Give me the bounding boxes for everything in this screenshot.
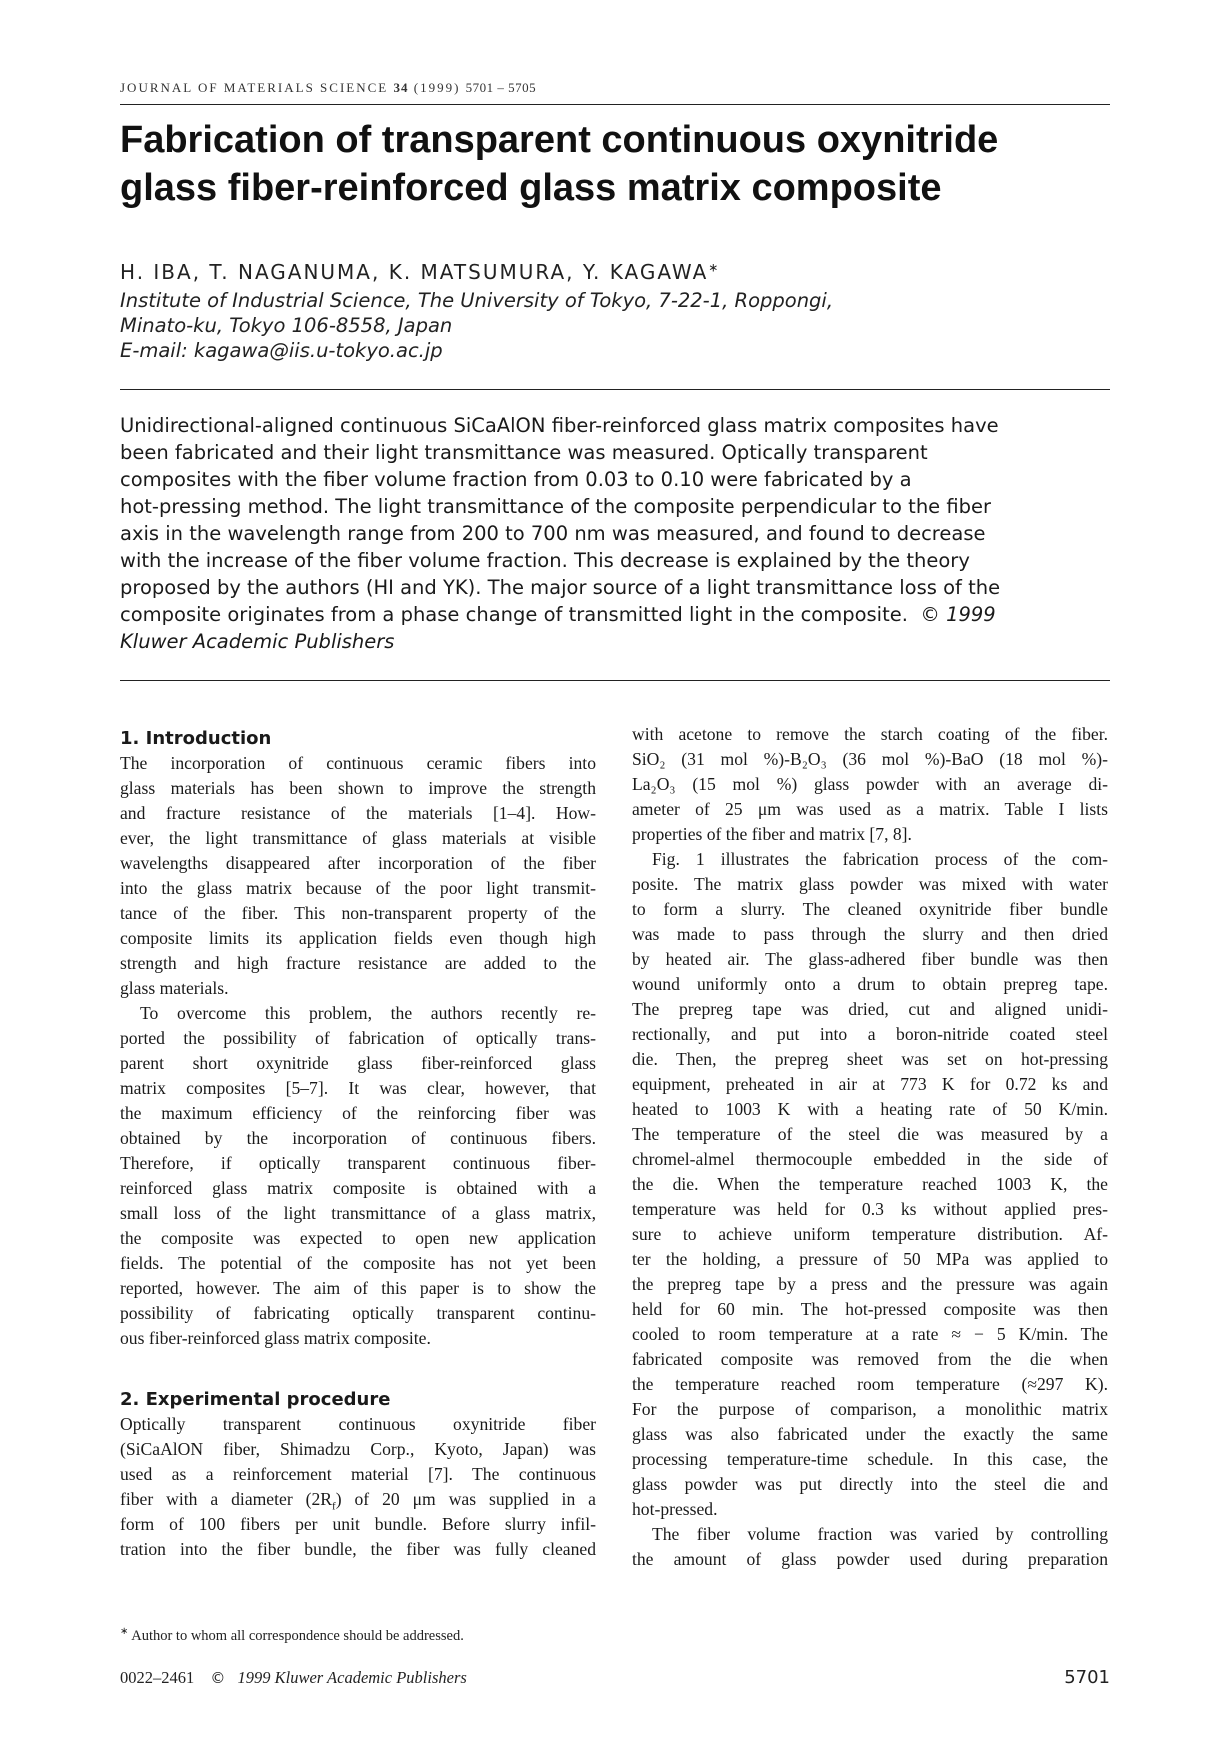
abstract-line bbox=[120, 601, 1110, 628]
right-column bbox=[632, 722, 1108, 1572]
text-line bbox=[120, 1487, 596, 1512]
abstract bbox=[120, 412, 1110, 655]
text-line: processing temperature-time schedule. In this case, the bbox=[632, 1449, 1108, 1469]
title-line: glass fiber-reinforced glass matrix composite bbox=[120, 167, 942, 209]
email-line: E-mail: kagawa@iis.u-tokyo.ac.jp bbox=[120, 339, 443, 362]
footnote-mark: ∗ bbox=[120, 1626, 129, 1637]
text-line: held for 60 min. The hot-pressed composite was then bbox=[632, 1299, 1108, 1319]
text-line: glass materials. bbox=[120, 978, 229, 998]
text-line: The fiber volume fraction was varied by controlling bbox=[652, 1524, 1108, 1544]
text-line: the die. When the temperature reached 1003 K, the bbox=[632, 1174, 1108, 1194]
text-line: into the glass matrix because of the poor light transmit- bbox=[120, 878, 596, 898]
paragraph-right-3 bbox=[632, 1522, 1108, 1572]
abstract-bottom-rule bbox=[120, 680, 1110, 681]
text-line: chromel-almel thermocouple embedded in the side of bbox=[632, 1149, 1108, 1169]
text-line: tance of the fiber. This non-transparent property of the bbox=[120, 903, 596, 923]
text-line: the maximum efficiency of the reinforcing fiber was bbox=[120, 1103, 596, 1123]
header-rule bbox=[120, 104, 1110, 105]
text-line: SiO₂ (31 mol %)-B₂O₃ (36 mol %)-BaO (18 mol %)- bbox=[632, 749, 1108, 769]
journal-header bbox=[120, 80, 1110, 96]
text-line: obtained by the incorporation of continuous fibers. bbox=[120, 1128, 596, 1148]
text-line: was made to pass through the slurry and then dried bbox=[632, 924, 1108, 944]
text-line: parent short oxynitride glass fiber-reinforced glass bbox=[120, 1053, 596, 1073]
footnote bbox=[120, 1626, 720, 1645]
text-fragment: ) of 20 μm was supplied in a bbox=[335, 1489, 596, 1509]
text-line: fabricated composite was removed from the die when bbox=[632, 1349, 1108, 1369]
text-line: to form a slurry. The cleaned oxynitride fiber bundle bbox=[632, 899, 1108, 919]
issn: 0022–2461 bbox=[120, 1668, 195, 1687]
footer-publisher: 1999 Kluwer Academic Publishers bbox=[237, 1668, 467, 1687]
abstract-line: composites with the fiber volume fraction from 0.03 to 0.10 were fabricated by a bbox=[120, 468, 912, 491]
text-line: The prepreg tape was dried, cut and aligned unidi- bbox=[632, 999, 1108, 1019]
text-line: die. Then, the prepreg sheet was set on hot-pressing bbox=[632, 1049, 1108, 1069]
text-line: composite limits its application fields even though high bbox=[120, 928, 596, 948]
text-line: To overcome this problem, the authors recently re- bbox=[140, 1003, 596, 1023]
paragraph-right-2 bbox=[632, 847, 1108, 1522]
text-line: the composite was expected to open new application bbox=[120, 1228, 596, 1248]
copyright-symbol: © bbox=[920, 603, 940, 626]
abstract-top-rule bbox=[120, 389, 1110, 390]
text-line: glass was also fabricated under the exactly the same bbox=[632, 1424, 1108, 1444]
abstract-line: proposed by the authors (HI and YK). The major source of a light transmittance loss of the bbox=[120, 576, 1001, 599]
text-line: For the purpose of comparison, a monolithic matrix bbox=[632, 1399, 1108, 1419]
text-line: ever, the light transmittance of glass materials at visible bbox=[120, 828, 596, 848]
paper-title bbox=[120, 116, 1120, 212]
text-line: matrix composites [5–7]. It was clear, however, that bbox=[120, 1078, 596, 1098]
author-list bbox=[120, 260, 1110, 284]
affiliation-line: Institute of Industrial Science, The University of Tokyo, 7-22-1, Roppongi, bbox=[120, 289, 834, 312]
text-line: rectionally, and put into a boron-nitride coated steel bbox=[632, 1024, 1108, 1044]
text-line: ameter of 25 μm was used as a matrix. Table I lists bbox=[632, 799, 1108, 819]
paragraph-intro-1 bbox=[120, 751, 596, 1001]
text-line: small loss of the light transmittance of a glass matrix, bbox=[120, 1203, 596, 1223]
text-line: Therefore, if optically transparent continuous fiber- bbox=[120, 1153, 596, 1173]
section-heading-introduction: 1. Introduction bbox=[120, 728, 272, 749]
paragraph-intro-2 bbox=[120, 1001, 596, 1351]
corresponding-mark: ∗ bbox=[708, 260, 719, 275]
text-line: ter the holding, a pressure of 50 MPa was applied to bbox=[632, 1249, 1108, 1269]
affiliation-line: Minato-ku, Tokyo 106-8558, Japan bbox=[120, 314, 453, 337]
text-line: Fig. 1 illustrates the fabrication process of the com- bbox=[652, 849, 1108, 869]
journal-pages: 5701 – 5705 bbox=[465, 80, 537, 95]
text-line: Optically transparent continuous oxynitride fiber bbox=[120, 1414, 596, 1434]
copyright-publisher: Kluwer Academic Publishers bbox=[120, 630, 395, 653]
text-line: possibility of fabricating optically transparent continu- bbox=[120, 1303, 596, 1323]
journal-name: JOURNAL OF MATERIALS SCIENCE bbox=[120, 80, 389, 95]
text-line: equipment, preheated in air at 773 K for 0.72 ks and bbox=[632, 1074, 1108, 1094]
abstract-line-text: composite originates from a phase change of transmitted light in the composite. bbox=[120, 603, 908, 626]
text-line: hot-pressed. bbox=[632, 1499, 718, 1519]
text-line: strength and high fracture resistance are added to the bbox=[120, 953, 596, 973]
text-line: The incorporation of continuous ceramic fibers into bbox=[120, 753, 596, 773]
text-line: with acetone to remove the starch coating of the fiber. bbox=[632, 724, 1108, 744]
text-line: La₂O₃ (15 mol %) glass powder with an average di- bbox=[632, 774, 1108, 794]
abstract-line: hot-pressing method. The light transmittance of the composite perpendicular to the fiber bbox=[120, 495, 992, 518]
text-line: by heated air. The glass-adhered fiber bundle was then bbox=[632, 949, 1108, 969]
text-line: reinforced glass matrix composite is obtained with a bbox=[120, 1178, 596, 1198]
text-line: reported, however. The aim of this paper is to show the bbox=[120, 1278, 596, 1298]
text-line: glass materials has been shown to improve the strength bbox=[120, 778, 596, 798]
text-line: wavelengths disappeared after incorporation of the fiber bbox=[120, 853, 596, 873]
left-column bbox=[120, 726, 596, 1562]
text-line: form of 100 fibers per unit bundle. Before slurry infil- bbox=[120, 1514, 596, 1534]
text-line: the amount of glass powder used during preparation bbox=[632, 1549, 1108, 1569]
copyright-year: 1999 bbox=[946, 603, 996, 626]
text-line: the temperature reached room temperature (≈297 K). bbox=[632, 1374, 1108, 1394]
text-line: ported the possibility of fabrication of optically trans- bbox=[120, 1028, 596, 1048]
journal-year: (1999) bbox=[413, 80, 461, 95]
text-line: (SiCaAlON fiber, Shimadzu Corp., Kyoto, Japan) was bbox=[120, 1439, 596, 1459]
text-line: fields. The potential of the composite has not yet been bbox=[120, 1253, 596, 1273]
abstract-line: been fabricated and their light transmittance was measured. Optically transparent bbox=[120, 441, 928, 464]
text-line: heated to 1003 K with a heating rate of 50 K/min. bbox=[632, 1099, 1108, 1119]
affiliation bbox=[120, 288, 1110, 363]
text-line: and fracture resistance of the materials [1–4]. How- bbox=[120, 803, 596, 823]
abstract-line: with the increase of the fiber volume fraction. This decrease is explained by the theory bbox=[120, 549, 970, 572]
text-line: posite. The matrix glass powder was mixed with water bbox=[632, 874, 1108, 894]
paragraph-right-1 bbox=[632, 722, 1108, 847]
footnote-text: Author to whom all correspondence should be addressed. bbox=[131, 1627, 464, 1644]
section-heading-experimental: 2. Experimental procedure bbox=[120, 1389, 391, 1410]
author-names: H. IBA, T. NAGANUMA, K. MATSUMURA, Y. KAGAWA bbox=[120, 260, 709, 284]
text-fragment: fiber with a diameter (2R bbox=[120, 1489, 333, 1509]
footer-copyright-symbol: © bbox=[210, 1669, 226, 1687]
text-line: the prepreg tape by a press and the pressure was again bbox=[632, 1274, 1108, 1294]
text-line: ous fiber-reinforced glass matrix composite. bbox=[120, 1328, 431, 1348]
text-line: The temperature of the steel die was measured by a bbox=[632, 1124, 1108, 1144]
text-line: cooled to room temperature at a rate ≈ − 5 K/min. The bbox=[632, 1324, 1108, 1344]
title-line: Fabrication of transparent continuous oxynitride bbox=[120, 119, 999, 161]
text-line: glass powder was put directly into the steel die and bbox=[632, 1474, 1108, 1494]
text-line: sure to achieve uniform temperature distribution. Af- bbox=[632, 1224, 1108, 1244]
subscript: f bbox=[332, 1500, 336, 1513]
text-line: wound uniformly onto a drum to obtain prepreg tape. bbox=[632, 974, 1108, 994]
text-line: properties of the fiber and matrix [7, 8]. bbox=[632, 824, 912, 844]
page-number: 5701 bbox=[1064, 1667, 1110, 1688]
section-gap bbox=[120, 1351, 596, 1387]
abstract-line: axis in the wavelength range from 200 to 700 nm was measured, and found to decrease bbox=[120, 522, 986, 545]
abstract-line: Unidirectional-aligned continuous SiCaAlON fiber-reinforced glass matrix composites have bbox=[120, 414, 999, 437]
journal-volume: 34 bbox=[393, 80, 409, 95]
footer-left bbox=[120, 1668, 467, 1688]
paragraph-experimental-1 bbox=[120, 1412, 596, 1562]
text-line: tration into the fiber bundle, the fiber was fully cleaned bbox=[120, 1539, 596, 1559]
text-line: temperature was held for 0.3 ks without applied pres- bbox=[632, 1199, 1108, 1219]
text-line: used as a reinforcement material [7]. The continuous bbox=[120, 1464, 596, 1484]
